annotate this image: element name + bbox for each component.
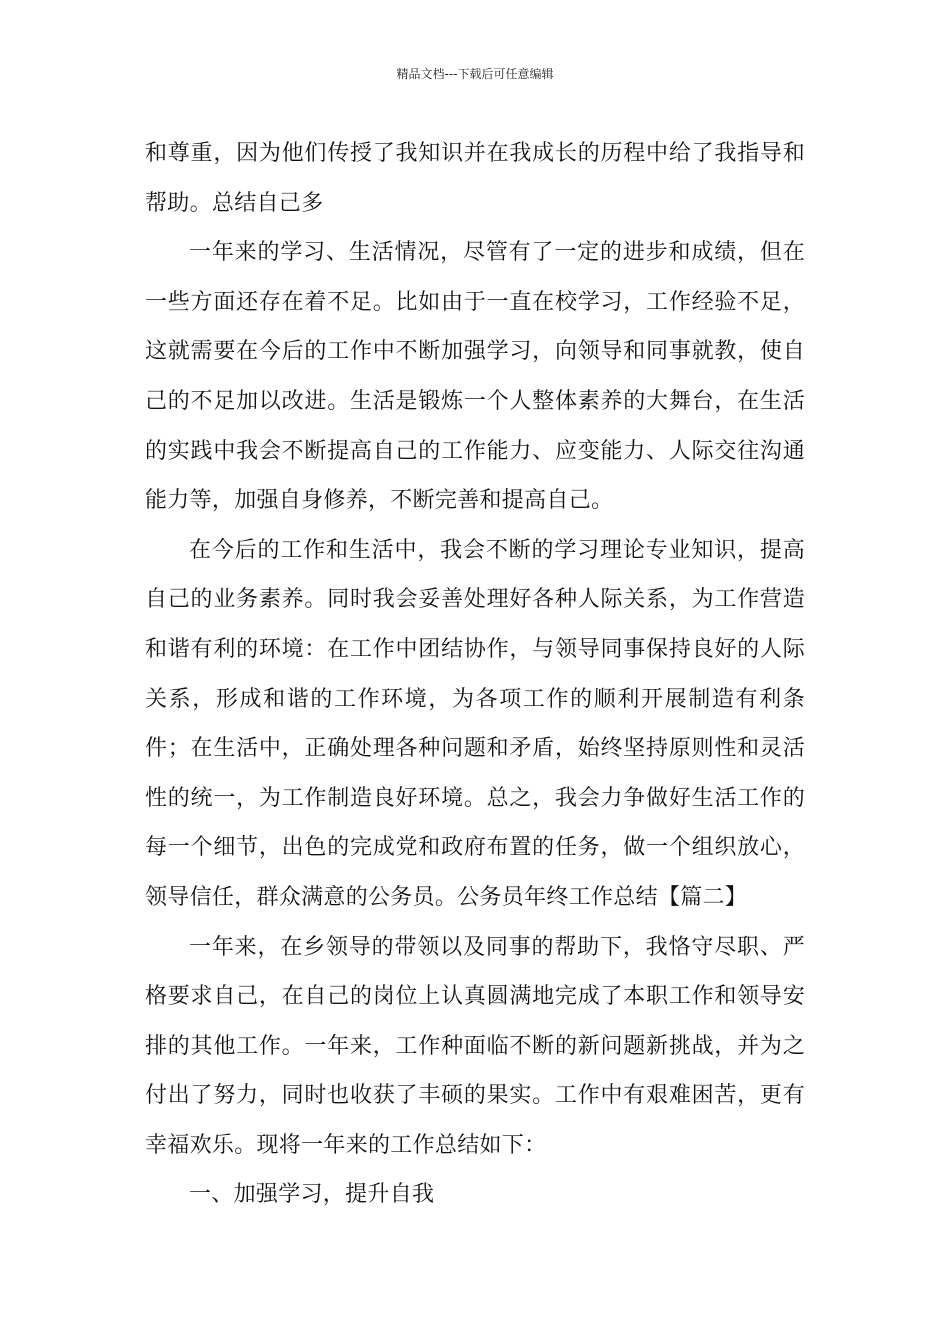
paragraph-3: 在今后的工作和生活中，我会不断的学习理论专业知识，提高自己的业务素养。同时我会妥善处理好各种人际关系，为工作营造和谐有利的环境：在工作中团结协作，与领导同事保持良好的人际关系，形成和谐的工作环境，为各项工作的顺利开展制造有利条件；在生活中，正确处理各种问题和矛盾，始终坚持原则性和灵活性的统一，为工作制造良好环境。总之，我会力争做好生活工作的每一个细节，出色的完成党和政府布置的任务，做一个组织放心，领导信任，群众满意的公务员。公务员年终工作总结【篇二】 (145, 537, 805, 910)
paragraph-2: 一年来的学习、生活情况，尽管有了一定的进步和成绩，但在一些方面还存在着不足。比如由于一直在校学习，工作经验不足，这就需要在今后的工作中不断加强学习，向领导和同事就教，使自己的不足加以改进。生活是锻炼一个人整体素养的大舞台，在生活的实践中我会不断提高自己的工作能力、应变能力、人际交往沟通能力等，加强自身修养，不断完善和提高自己。 (145, 240, 805, 514)
page-header: 精品文档---下载后可任意编辑 (396, 67, 554, 81)
paragraph-4: 一年来，在乡领导的带领以及同事的帮助下，我恪守尽职、严格要求自己，在自己的岗位上认真圆满地完成了本职工作和领导安排的其他工作。一年来，工作种面临不断的新问题新挑战，并为之付出了努力，同时也收获了丰硕的果实。工作中有艰难困苦，更有幸福欢乐。现将一年来的工作总结如下： (145, 934, 805, 1158)
document-body (145, 129, 805, 1220)
section-heading-1: 一、加强学习，提升自我 (189, 1182, 435, 1208)
paragraph-1: 和尊重，因为他们传授了我知识并在我成长的历程中给了我指导和帮助。总结自己多 (145, 141, 805, 216)
